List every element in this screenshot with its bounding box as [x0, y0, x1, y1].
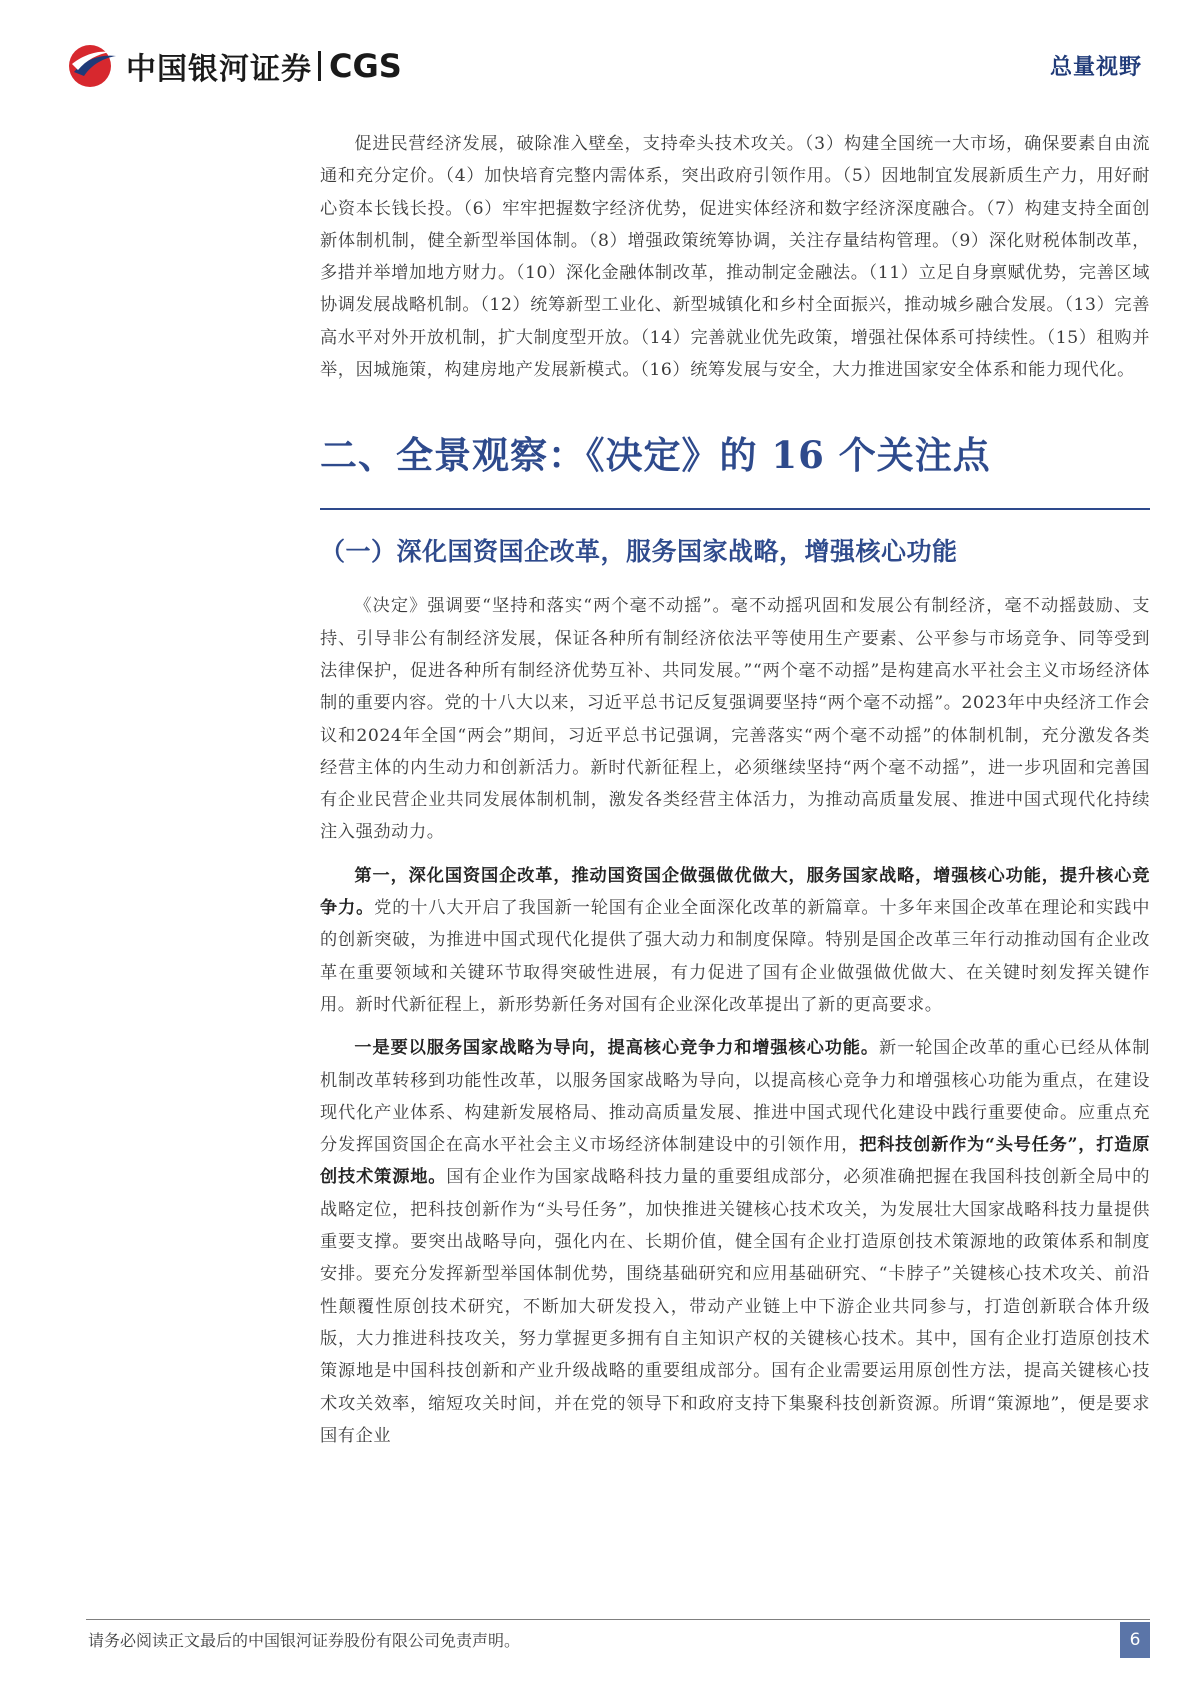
paragraph-2 — [320, 860, 1150, 1021]
page-header — [0, 0, 1200, 120]
paragraph-3-text-2: 国有企业作为国家战略科技力量的重要组成部分，必须准确把握在我国科技创新全局中的战略定位，把科技创新作为“头号任务”，加快推进关键核心技术攻关，为发展壮大国家战略科技力量提供重要支撑。要突出战略导向，强化内在、长期价值，健全国有企业打造原创技术策源地的政策体系和制度安排。要充分发挥新型举国体制优势，围绕基础研究和应用基础研究、“卡脖子”关键核心技术攻关、前沿性颠覆性原创技术研究，不断加大研发投入，带动产业链上中下游企业共同参与，打造创新联合体升级版，大力推进科技攻关，努力掌握更多拥有自主知识产权的关键核心技术。其中，国有企业打造原创技术策源地是中国科技创新和产业升级战略的重要组成部分。国有企业需要运用原创性方法，提高关键核心技术攻关效率，缩短攻关时间，并在党的领导下和政府支持下集聚科技创新资源。所谓“策源地”，便是要求国有企业 — [320, 1167, 1150, 1446]
main-content — [320, 128, 1150, 1452]
subsection-title: （一）深化国资国企改革，服务国家战略，增强核心功能 — [320, 537, 958, 567]
footer-divider — [86, 1619, 1150, 1620]
paragraph-2-text: 党的十八大开启了我国新一轮国有企业全面深化改革的新篇章。十多年来国企改革在理论和实践中的创新突破，为推进中国式现代化提供了强大动力和制度保障。特别是国企改革三年行动推动国有企业改革在重要领域和关键环节取得突破性进展，有力促进了国有企业做强做优做大、在关键时刻发挥关键作用。新时代新征程上，新形势新任务对国有企业深化改革提出了新的更高要求。 — [320, 898, 1150, 1015]
page-number: 6 — [1120, 1622, 1150, 1658]
paragraph-3-text-1: 新一轮国企改革的重心已经从体制机制改革转移到功能性改革，以服务国家战略为导向，以提高核心竞争力和增强核心功能为重点，在建设现代化产业体系、构建新发展格局、推动高质量发展、推进中国式现代化建设中践行重要使命。应重点充分发挥国资国企在高水平社会主义市场经济体制建设中的引领作用， — [320, 1038, 1150, 1156]
paragraph-2-bold: 第一，深化国资国企改革，推动国资国企做强做优做大，服务国家战略，增强核心功能，提升核心竞争力。 — [320, 865, 1150, 919]
logo-divider — [318, 51, 321, 81]
section-title: 二、全景观察：《决定》的 16 个关注点 — [320, 433, 991, 478]
report-series-title: 总量视野 — [1049, 54, 1142, 80]
paragraph-3-bold-2: 把科技创新作为“头号任务”，打造原创技术策源地。 — [320, 1135, 1150, 1188]
intro-paragraph: 促进民营经济发展，破除准入壁垒，支持牵头技术攻关。（3）构建全国统一大市场，确保要素自由流通和充分定价。（4）加快培育完整内需体系，突出政府引领作用。（5）因地制宜发展新质生产力，用好耐心资本长钱长投。（6）牢牢把握数字经济优势，促进实体经济和数字经济深度融合。（7）构建支持全面创新体制机制，健全新型举国体制。（8）增强政策统筹协调，关注存量结构管理。（9）深化财税体制改革，多措并举增加地方财力。（10）深化金融体制改革，推动制定金融法。（11）立足自身禀赋优势，完善区域协调发展战略机制。（12）统筹新型工业化、新型城镇化和乡村全面振兴，推动城乡融合发展。（13）完善高水平对外开放机制，扩大制度型开放。（14）完善就业优先政策，增强社保体系可持续性。（15）租购并举，因城施策，构建房地产发展新模式。（16）统筹发展与安全，大力推进国家安全体系和能力现代化。 — [320, 134, 1150, 381]
paragraph-3-bold-1: 一是要以服务国家战略为导向，提高核心竞争力和增强核心功能。 — [354, 1038, 879, 1059]
footer-disclaimer: 请务必阅读正文最后的中国银河证券股份有限公司免责声明。 — [88, 1631, 521, 1650]
section-divider — [320, 508, 1150, 510]
galaxy-logo-icon — [66, 42, 118, 90]
paragraph-3 — [320, 1032, 1150, 1452]
logo-english-name: CGS — [329, 47, 402, 85]
logo-chinese-name: 中国银河证券 — [126, 52, 312, 87]
company-logo — [66, 42, 402, 90]
paragraph-1: 《决定》强调要“坚持和落实“两个毫不动摇”。毫不动摇巩固和发展公有制经济，毫不动摇鼓励、支持、引导非公有制经济发展，保证各种所有制经济依法平等使用生产要素、公平参与市场竞争、同等受到法律保护，促进各种所有制经济优势互补、共同发展。”“两个毫不动摇”是构建高水平社会主义市场经济体制的重要内容。党的十八大以来，习近平总书记反复强调要坚持“两个毫不动摇”。2023年中央经济工作会议和2024年全国“两会”期间，习近平总书记强调，完善落实“两个毫不动摇”的体制机制，充分激发各类经营主体的内生动力和创新活力。新时代新征程上，必须继续坚持“两个毫不动摇”，进一步巩固和完善国有企业民营企业共同发展体制机制，激发各类经营主体活力，为推动高质量发展、推进中国式现代化持续注入强劲动力。 — [320, 596, 1150, 843]
